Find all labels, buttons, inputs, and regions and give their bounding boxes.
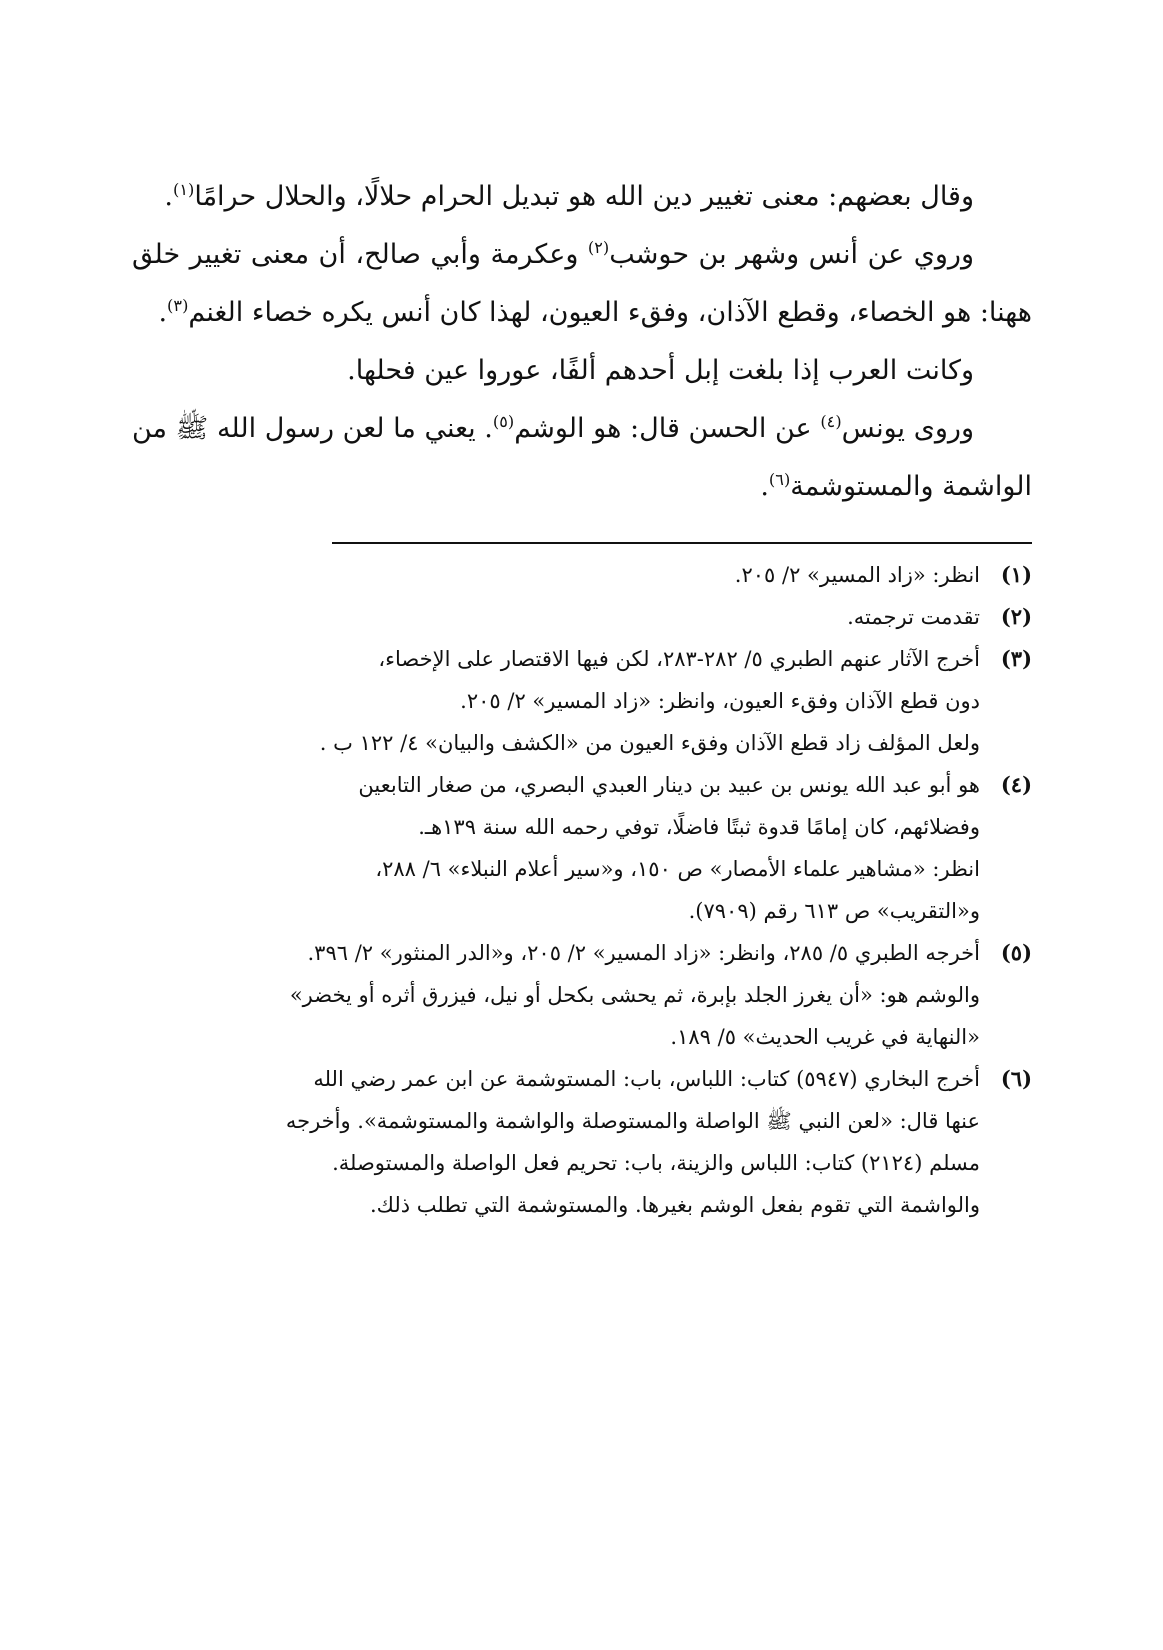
paragraph-text: وكانت العرب إذا بلغت إبل أحدهم ألفًا، عوروا عين فحلها. [347,355,974,386]
paragraph-tail: . [164,181,173,212]
paragraph-text: وقال بعضهم: معنى تغيير دين الله هو تبديل الحرام حلالًا، والحلال حرامًا [194,181,974,212]
footnote-line: والواشمة التي تقوم بفعل الوشم بغيرها. والمستوشمة التي تطلب ذلك. [370,1193,980,1217]
paragraph-3 [132,342,1032,400]
book-page [132,168,1032,1226]
paragraph-text: وروى يونس [841,413,974,444]
footnote-3 [132,638,1032,764]
footnote-line: و«التقريب» ص ٦١٣ رقم (٧٩٠٩). [688,899,980,923]
footnote-number: (٦) [1000,1066,1032,1091]
paragraph-text: وروي عن أنس وشهر بن حوشب [609,239,974,270]
footnote-number: (٤) [1000,772,1032,797]
footnote-4 [132,764,1032,932]
footnote-line: هو أبو عبد الله يونس بن عبيد بن دينار العبدي البصري، من صغار التابعين [358,773,980,797]
footnote-line: مسلم (٢١٢٤) كتاب: اللباس والزينة، باب: تحريم فعل الواصلة والمستوصلة. [332,1151,980,1175]
paragraph-tail: . يعني ما لعن رسول الله ﷺ من الواشمة والمستوشمة [132,413,1032,502]
footnote-5 [132,932,1032,1058]
footnote-marker[interactable]: (٤) [820,412,842,431]
footnote-line: تقدمت ترجمته. [847,605,980,629]
footnote-body [132,554,980,596]
footnote-body [132,932,980,1058]
paragraph-tail: . [158,297,168,328]
footnote-number: (٢) [1000,604,1032,629]
footnotes [132,554,1032,1226]
paragraph-tail: عن الحسن قال: هو الوشم [514,413,821,444]
footnote-line: انظر: «مشاهير علماء الأمصار» ص ١٥٠، و«سير أعلام النبلاء» ٦/ ٢٨٨، [375,857,980,881]
footnote-marker[interactable]: (٦) [768,470,791,489]
footnote-1 [132,554,1032,596]
footnote-marker[interactable]: (٢) [587,238,610,257]
paragraph-1 [132,168,1032,226]
footnote-line: ولعل المؤلف زاد قطع الآذان وفقء العيون من «الكشف والبيان» ٤/ ١٢٢ ب . [319,731,980,755]
footnote-line: والوشم هو: «أن يغرز الجلد بإبرة، ثم يحشى بكحل أو نيل، فيزرق أثره أو يخضر» [289,983,980,1007]
footnote-marker[interactable]: (٥) [492,412,515,431]
main-text [132,168,1032,516]
footnote-line: «النهاية في غريب الحديث» ٥/ ١٨٩. [670,1025,980,1049]
footnote-6 [132,1058,1032,1226]
footnote-line: أخرج الآثار عنهم الطبري ٥/ ٢٨٢-٢٨٣، لكن فيها الاقتصار على الإخصاء، [378,647,980,671]
footnote-number: (٣) [1000,646,1032,671]
footnote-2 [132,596,1032,638]
footnote-line: وفضلائهم، كان إمامًا قدوة ثبتًا فاضلًا، توفي رحمه الله سنة ١٣٩هـ. [418,815,980,839]
footnote-body [132,638,980,764]
paragraph-2 [132,226,1032,342]
footnote-marker[interactable]: (٣) [167,296,189,315]
footnote-line: دون قطع الآذان وفقء العيون، وانظر: «زاد المسير» ٢/ ٢٠٥. [460,689,980,713]
footnote-line: أخرج البخاري (٥٩٤٧) كتاب: اللباس، باب: المستوشمة عن ابن عمر رضي الله [313,1067,980,1091]
footnote-separator [332,542,1032,544]
footnote-line: أخرجه الطبري ٥/ ٢٨٥، وانظر: «زاد المسير» ٢/ ٢٠٥، و«الدر المنثور» ٢/ ٣٩٦. [307,941,980,965]
footnote-line: عنها قال: «لعن النبي ﷺ الواصلة والمستوصلة والواشمة والمستوشمة». وأخرجه [285,1109,980,1133]
paragraph-4 [132,400,1032,516]
footnote-number: (٥) [1000,940,1032,965]
footnote-body [132,1058,980,1226]
footnote-body [132,764,980,932]
footnote-line: انظر: «زاد المسير» ٢/ ٢٠٥. [734,563,980,587]
footnote-marker[interactable]: (١) [173,180,195,199]
paragraph-tail: وعكرمة وأبي صالح، أن معنى تغيير خلق ههنا: هو الخصاء، وقطع الآذان، وفقء العيون، لهذا كان أنس يكره خصاء الغنم [132,239,1032,328]
paragraph-tail: . [760,471,769,502]
footnote-number: (١) [1000,562,1032,587]
footnote-body [132,596,980,638]
